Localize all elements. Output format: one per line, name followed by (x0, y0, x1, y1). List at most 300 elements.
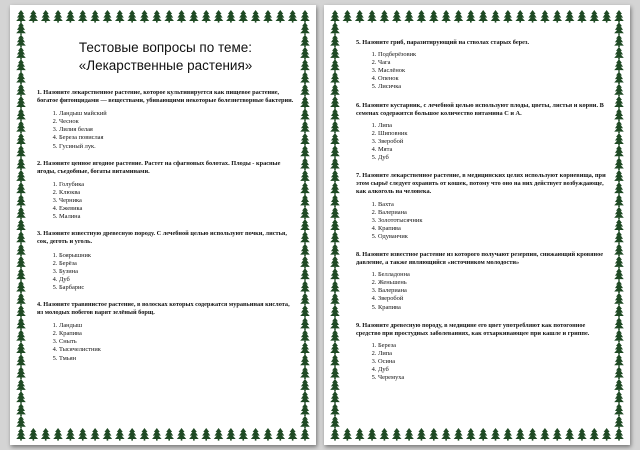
pine-tree-icon (16, 121, 26, 134)
answer-option: 3. Золототысячник (378, 217, 608, 225)
answer-option: 3. Лилия белая (59, 126, 294, 134)
pine-tree-icon (577, 428, 587, 441)
pine-tree-icon (29, 10, 39, 23)
pine-tree-icon (66, 428, 76, 441)
pine-tree-icon (78, 10, 88, 23)
pine-tree-icon (238, 428, 248, 441)
pine-tree-icon (251, 10, 261, 23)
pine-tree-icon (300, 293, 310, 306)
pine-tree-icon (16, 428, 26, 441)
pine-tree-icon (300, 342, 310, 355)
pine-tree-icon (614, 268, 624, 281)
pine-tree-icon (330, 280, 340, 293)
answer-option: 3. Осина (378, 358, 608, 366)
answer-list (37, 110, 294, 150)
answer-option: 1. Белладонна (378, 271, 608, 279)
right-page-content (356, 39, 608, 392)
answer-option: 1. Подберёзовик (378, 51, 608, 59)
pine-tree-icon (300, 84, 310, 97)
pine-tree-icon (515, 10, 525, 23)
pine-tree-icon (355, 428, 365, 441)
answer-option: 5. Барбарис (59, 284, 294, 292)
pine-tree-icon (276, 10, 286, 23)
pine-tree-icon (16, 182, 26, 195)
pine-tree-icon (330, 268, 340, 281)
pine-tree-icon (16, 133, 26, 146)
question-text: 1. Назовите лекарственное растение, которое культивируется как пищевое растение, богатое фитонцидами — веществами, убивающими некоторые болезнетворные бактерии. (37, 89, 294, 105)
pine-tree-icon (565, 10, 575, 23)
pine-tree-icon (330, 59, 340, 72)
pine-tree-icon (238, 10, 248, 23)
pine-tree-icon (355, 10, 365, 23)
pine-tree-icon (478, 10, 488, 23)
pine-tree-icon (16, 280, 26, 293)
pine-tree-icon (614, 305, 624, 318)
pine-tree-icon (300, 207, 310, 220)
pine-tree-icon (367, 428, 377, 441)
pine-tree-icon (515, 428, 525, 441)
pine-tree-icon (429, 10, 439, 23)
answer-option: 4. Зверобой (378, 295, 608, 303)
answer-list (356, 201, 608, 241)
answer-option: 5. Черемуха (378, 374, 608, 382)
pine-tree-icon (614, 330, 624, 343)
pine-tree-icon (189, 10, 199, 23)
answer-option: 3. Зверобой (378, 138, 608, 146)
pine-tree-icon (16, 22, 26, 35)
pine-tree-icon (614, 35, 624, 48)
right-page (324, 5, 630, 445)
pine-tree-icon (300, 268, 310, 281)
pine-tree-icon (614, 317, 624, 330)
pine-tree-icon (330, 84, 340, 97)
left-questions (37, 89, 294, 363)
pine-tree-icon (330, 342, 340, 355)
pine-tree-icon (16, 305, 26, 318)
pine-tree-icon (330, 35, 340, 48)
pine-tree-icon (300, 219, 310, 232)
pine-tree-icon (330, 317, 340, 330)
pine-tree-icon (127, 10, 137, 23)
pine-tree-icon (16, 379, 26, 392)
pine-tree-icon (16, 35, 26, 48)
pine-tree-icon (614, 367, 624, 380)
pine-tree-icon (16, 207, 26, 220)
pine-tree-icon (466, 10, 476, 23)
pine-tree-icon (478, 428, 488, 441)
answer-option: 1. Голубика (59, 181, 294, 189)
pine-tree-icon (491, 428, 501, 441)
answer-option: 2. Клюква (59, 189, 294, 197)
answer-list (37, 181, 294, 221)
pine-tree-icon (16, 219, 26, 232)
pine-tree-icon (602, 428, 612, 441)
pine-tree-icon (429, 428, 439, 441)
pine-tree-icon (300, 194, 310, 207)
answer-list (356, 122, 608, 162)
answer-option: 5. Крапива (378, 304, 608, 312)
answer-list (356, 271, 608, 311)
pine-tree-icon (330, 96, 340, 109)
pine-tree-icon (140, 10, 150, 23)
question-text: 5. Назовите гриб, паразитирующий на стволах старых берез. (356, 39, 530, 46)
question-text: 2. Назовите ценное ягодное растение. Растет на сфагновых болотах. Плоды - красные ягоды, съедобные, богаты витаминами. (37, 159, 281, 175)
pine-tree-icon (300, 403, 310, 416)
pine-tree-icon (590, 10, 600, 23)
pine-tree-icon (90, 10, 100, 23)
pine-tree-icon (343, 10, 353, 23)
pine-tree-icon (330, 219, 340, 232)
pine-tree-icon (367, 10, 377, 23)
pine-tree-icon (614, 231, 624, 244)
pine-tree-icon (614, 219, 624, 232)
pine-tree-icon (614, 84, 624, 97)
pine-tree-icon (16, 194, 26, 207)
pine-tree-icon (552, 428, 562, 441)
pine-tree-icon (330, 108, 340, 121)
pine-tree-icon (300, 10, 310, 23)
pine-tree-icon (300, 35, 310, 48)
answer-option: 3. Валериана (378, 287, 608, 295)
pine-tree-icon (300, 158, 310, 171)
pine-tree-icon (300, 59, 310, 72)
pine-tree-icon (330, 293, 340, 306)
pine-tree-icon (614, 108, 624, 121)
answer-option: 1. Липа (378, 122, 608, 130)
right-questions (356, 39, 608, 382)
pine-tree-icon (343, 428, 353, 441)
answer-option: 2. Чага (378, 59, 608, 67)
answer-option: 2. Женьшень (378, 279, 608, 287)
answer-option: 4. Крапива (378, 225, 608, 233)
pine-tree-icon (614, 428, 624, 441)
answer-option: 1. Вахта (378, 201, 608, 209)
pine-tree-icon (177, 10, 187, 23)
pine-tree-icon (16, 59, 26, 72)
pine-tree-icon (614, 96, 624, 109)
pine-tree-icon (300, 170, 310, 183)
answer-option: 3. Бузина (59, 268, 294, 276)
page-subtitle: «Лекарственные растения» (78, 58, 253, 73)
pine-tree-icon (528, 428, 538, 441)
pine-tree-icon (503, 10, 513, 23)
pine-tree-icon (404, 10, 414, 23)
pine-tree-icon (300, 391, 310, 404)
pine-tree-icon (115, 428, 125, 441)
pine-tree-icon (454, 10, 464, 23)
pine-tree-icon (614, 182, 624, 195)
answer-option: 3. Сныть (59, 338, 294, 346)
pine-tree-icon (330, 47, 340, 60)
pine-tree-icon (454, 428, 464, 441)
question-text: 3. Назовите известную древесную породу. С лечебной целью используют почки, листья, сок, деготь и уголь. (37, 230, 287, 246)
pine-tree-icon (330, 133, 340, 146)
pine-tree-icon (614, 47, 624, 60)
pine-tree-icon (300, 22, 310, 35)
pine-tree-icon (164, 10, 174, 23)
pine-tree-icon (103, 428, 113, 441)
pine-tree-icon (16, 244, 26, 257)
pine-tree-icon (614, 133, 624, 146)
pine-tree-icon (53, 428, 63, 441)
pine-tree-icon (127, 428, 137, 441)
answer-option: 5. Малина (59, 213, 294, 221)
pine-tree-icon (330, 354, 340, 367)
pine-tree-icon (16, 10, 26, 23)
pine-tree-icon (614, 379, 624, 392)
answer-option: 4. Дуб (378, 366, 608, 374)
pine-tree-icon (226, 10, 236, 23)
question-block (37, 160, 294, 222)
answer-option: 2. Берёза (59, 260, 294, 268)
pine-tree-icon (380, 428, 390, 441)
pine-tree-icon (330, 244, 340, 257)
answer-list (37, 322, 294, 362)
pine-tree-icon (90, 428, 100, 441)
pine-tree-icon (53, 10, 63, 23)
answer-option: 3. Черника (59, 197, 294, 205)
pine-tree-icon (16, 317, 26, 330)
question-block (37, 230, 294, 292)
pine-tree-icon (300, 133, 310, 146)
page-title: Тестовые вопросы по теме: (78, 40, 253, 55)
pine-tree-icon (263, 10, 273, 23)
pine-tree-icon (491, 10, 501, 23)
answer-list (37, 252, 294, 292)
question-block (37, 89, 294, 151)
pine-tree-icon (66, 10, 76, 23)
question-block (356, 172, 608, 241)
answer-option: 5. Одуванчик (378, 233, 608, 241)
pine-tree-icon (614, 145, 624, 158)
pine-tree-icon (392, 10, 402, 23)
answer-list (356, 342, 608, 382)
pine-tree-icon (590, 428, 600, 441)
answer-option: 4. Опенок (378, 75, 608, 83)
pine-tree-icon (189, 428, 199, 441)
pine-tree-icon (16, 403, 26, 416)
pine-tree-icon (300, 47, 310, 60)
pine-tree-icon (300, 330, 310, 343)
pine-tree-icon (614, 342, 624, 355)
pine-tree-icon (263, 428, 273, 441)
pine-tree-icon (330, 428, 340, 441)
pine-tree-icon (441, 428, 451, 441)
pine-tree-icon (288, 10, 298, 23)
pine-tree-icon (300, 416, 310, 429)
pine-tree-icon (300, 96, 310, 109)
pine-tree-icon (16, 367, 26, 380)
answer-option: 4. Береза повислая (59, 134, 294, 142)
pine-tree-icon (16, 391, 26, 404)
pine-tree-icon (226, 428, 236, 441)
pine-tree-icon (614, 391, 624, 404)
pine-tree-icon (330, 71, 340, 84)
pine-tree-icon (16, 416, 26, 429)
pine-tree-icon (78, 428, 88, 441)
pine-tree-icon (16, 293, 26, 306)
pine-tree-icon (41, 428, 51, 441)
pine-tree-icon (614, 244, 624, 257)
pine-tree-icon (16, 158, 26, 171)
pine-tree-icon (441, 10, 451, 23)
pine-tree-icon (417, 10, 427, 23)
pine-tree-icon (300, 305, 310, 318)
pine-tree-icon (41, 10, 51, 23)
pine-tree-icon (614, 416, 624, 429)
pine-tree-icon (330, 170, 340, 183)
pine-tree-icon (614, 403, 624, 416)
answer-option: 2. Валериана (378, 209, 608, 217)
pine-tree-icon (330, 416, 340, 429)
question-text: 4. Назовите травянистое растение, в волосках которых содержатся муравьиная кислота, из молодых побегов варят зелёный борщ. (37, 300, 290, 317)
pine-tree-icon (330, 256, 340, 269)
pine-tree-icon (29, 428, 39, 441)
left-page (10, 5, 316, 445)
question-block (356, 251, 608, 312)
question-block (356, 102, 608, 163)
pine-tree-icon (16, 84, 26, 97)
pine-tree-icon (300, 317, 310, 330)
answer-option: 5. Дуб (378, 154, 608, 162)
pine-tree-icon (115, 10, 125, 23)
pine-tree-icon (417, 428, 427, 441)
pine-tree-icon (540, 10, 550, 23)
pine-tree-icon (177, 428, 187, 441)
pine-tree-icon (330, 367, 340, 380)
pine-tree-icon (300, 121, 310, 134)
pine-tree-icon (16, 170, 26, 183)
answer-option: 4. Тысячелистник (59, 346, 294, 354)
question-text: 6. Назовите кустарник, с лечебной целью используют плоды, цветы, листья и корни. В семенах содержится большое количество витамина С и А. (356, 101, 604, 117)
question-text: 9. Назовите древесную породу, в медицине его цвет употребляют как потогонное средство при простудных заболеваниях, как отхаркивающее при кашле и гриппе. (356, 321, 590, 337)
pine-tree-icon (16, 47, 26, 60)
pine-tree-icon (103, 10, 113, 23)
pine-tree-icon (300, 367, 310, 380)
pine-tree-icon (16, 354, 26, 367)
pine-tree-icon (614, 194, 624, 207)
answer-option: 5. Тмьян (59, 355, 294, 363)
pine-tree-icon (16, 96, 26, 109)
pine-tree-icon (577, 10, 587, 23)
pine-tree-icon (300, 71, 310, 84)
pine-tree-icon (330, 379, 340, 392)
pine-tree-icon (300, 256, 310, 269)
pine-tree-icon (251, 428, 261, 441)
pine-tree-icon (330, 330, 340, 343)
pine-tree-icon (201, 10, 211, 23)
pine-tree-icon (614, 59, 624, 72)
pine-tree-icon (330, 231, 340, 244)
pine-tree-icon (164, 428, 174, 441)
answer-option: 4. Ежевика (59, 205, 294, 213)
pine-tree-icon (614, 256, 624, 269)
answer-option: 1. Ландыш майский (59, 110, 294, 118)
answer-option: 4. Мята (378, 146, 608, 154)
question-text: 8. Назовите известное растение из которого получают резерпин, снижающий кровяное давление, а также являющийся «источником молодости» (356, 250, 604, 267)
pine-tree-icon (330, 158, 340, 171)
question-block (37, 301, 294, 363)
pine-tree-icon (614, 10, 624, 23)
pine-tree-icon (330, 403, 340, 416)
pine-tree-icon (380, 10, 390, 23)
pine-tree-icon (330, 305, 340, 318)
pine-tree-icon (330, 10, 340, 23)
pine-tree-icon (201, 428, 211, 441)
question-block (356, 39, 608, 92)
pine-tree-icon (614, 280, 624, 293)
pine-tree-icon (330, 145, 340, 158)
answer-option: 1. Боярышник (59, 252, 294, 260)
pine-tree-icon (300, 145, 310, 158)
answer-list (356, 51, 608, 91)
pine-tree-icon (300, 354, 310, 367)
pine-tree-icon (552, 10, 562, 23)
answer-option: 1. Ландыш (59, 322, 294, 330)
pine-tree-icon (330, 22, 340, 35)
pine-tree-icon (300, 108, 310, 121)
answer-option: 5. Гусиный лук. (59, 143, 294, 151)
answer-option: 3. Маслёнок (378, 67, 608, 75)
pine-tree-icon (152, 10, 162, 23)
pine-tree-icon (614, 121, 624, 134)
pine-tree-icon (214, 428, 224, 441)
pine-tree-icon (614, 293, 624, 306)
pine-tree-icon (140, 428, 150, 441)
pine-tree-icon (602, 10, 612, 23)
pine-tree-icon (614, 354, 624, 367)
pine-tree-icon (614, 22, 624, 35)
question-block (356, 322, 608, 383)
pine-tree-icon (16, 71, 26, 84)
pine-tree-icon (614, 71, 624, 84)
pine-tree-icon (16, 231, 26, 244)
pine-tree-icon (300, 231, 310, 244)
answer-option: 2. Липа (378, 350, 608, 358)
pine-tree-icon (404, 428, 414, 441)
answer-option: 2. Шиповник (378, 130, 608, 138)
pine-tree-icon (16, 256, 26, 269)
pine-tree-icon (16, 330, 26, 343)
pine-tree-icon (16, 108, 26, 121)
answer-option: 5. Лисичка (378, 83, 608, 91)
pine-tree-icon (16, 268, 26, 281)
question-text: 7. Назовите лекарственное растение, в медицинских целях используют корневища, при этом сырьё следует охранять от кошек, потому что оно на них действует возбуждающе, как алкоголь на человека. (356, 172, 606, 196)
pine-tree-icon (330, 391, 340, 404)
pine-tree-icon (214, 10, 224, 23)
pine-tree-icon (300, 182, 310, 195)
answer-option: 4. Дуб (59, 276, 294, 284)
pine-tree-icon (466, 428, 476, 441)
pine-tree-icon (16, 342, 26, 355)
pine-tree-icon (300, 379, 310, 392)
pine-tree-icon (392, 428, 402, 441)
left-page-content (37, 33, 294, 372)
pine-tree-icon (614, 207, 624, 220)
pine-tree-icon (528, 10, 538, 23)
pine-tree-icon (565, 428, 575, 441)
pine-tree-icon (152, 428, 162, 441)
pine-tree-icon (300, 280, 310, 293)
pine-tree-icon (16, 145, 26, 158)
pine-tree-icon (300, 428, 310, 441)
pine-tree-icon (614, 158, 624, 171)
pine-tree-icon (503, 428, 513, 441)
pine-tree-icon (330, 182, 340, 195)
pine-tree-icon (300, 244, 310, 257)
pine-tree-icon (288, 428, 298, 441)
answer-option: 2. Крапива (59, 330, 294, 338)
